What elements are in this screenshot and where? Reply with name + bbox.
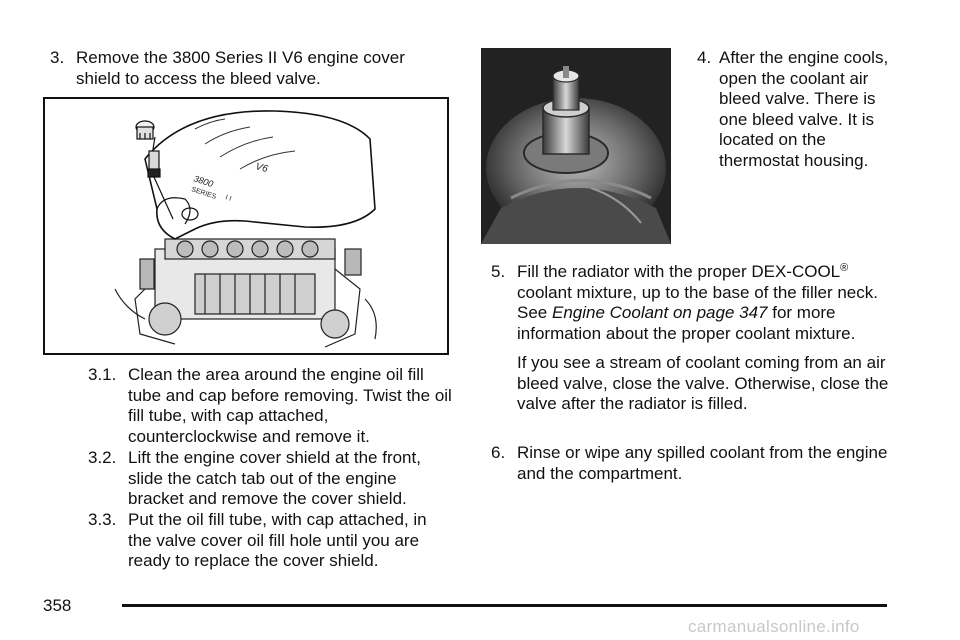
step-text: Fill the radiator with the proper DEX-COOL® coolant mixture, up to the base of the filler neck. See Engine Coolant on page 347 for more information about the proper coolant mixture. xyxy=(517,262,878,343)
page-number: 358 xyxy=(43,596,72,615)
cover-label-series: SERIES xyxy=(190,186,217,201)
footer-rule xyxy=(122,604,887,607)
cover-label-v6: V6 xyxy=(254,161,269,176)
step-6 xyxy=(491,443,891,484)
engine-cover-illustration xyxy=(43,97,449,355)
step-4 xyxy=(697,48,897,171)
registered-mark: ® xyxy=(840,262,849,274)
engine-cover-drawing xyxy=(45,99,447,353)
step-number: 6. xyxy=(491,443,506,462)
step-text: Rinse or wipe any spilled coolant from the engine and the compartment. xyxy=(517,443,888,483)
substep-3-2 xyxy=(88,448,453,510)
step-text: Remove the 3800 Series II V6 engine cover shield to access the bleed valve. xyxy=(76,48,405,88)
cross-reference-link[interactable]: Engine Coolant on page 347 xyxy=(551,303,768,322)
cover-label-3800: 3800 xyxy=(192,173,215,190)
bleed-valve-photo xyxy=(481,48,671,244)
substep-3-1 xyxy=(88,365,453,447)
substep-number: 3.2. xyxy=(88,448,117,467)
substep-text: Clean the area around the engine oil fill tube and cap before removing. Twist the oil fill tube, with cap attached, counterclockwise and remove it. xyxy=(128,365,452,446)
substep-number: 3.3. xyxy=(88,510,117,529)
watermark: carmanualsonline.info xyxy=(688,617,860,636)
cover-label-ii: I I xyxy=(224,194,233,203)
step-5 xyxy=(491,262,891,415)
step-note: If you see a stream of coolant coming from an air bleed valve, close the valve. Otherwise, close the valve after the radiator is filled. xyxy=(517,353,889,413)
step-3 xyxy=(50,48,450,89)
step-number: 5. xyxy=(491,262,506,281)
step-number: 4. xyxy=(697,48,712,67)
step-text: After the engine cools, open the coolant air bleed valve. There is one bleed valve. It is located on the thermostat housing. xyxy=(719,48,889,170)
bleed-valve-image xyxy=(481,48,671,244)
step-number: 3. xyxy=(50,48,65,67)
substep-3-3 xyxy=(88,510,453,572)
substep-number: 3.1. xyxy=(88,365,117,384)
substep-text: Put the oil fill tube, with cap attached, in the valve cover oil fill hole until you are ready to replace the cover shield. xyxy=(128,510,427,570)
substep-text: Lift the engine cover shield at the front, slide the catch tab out of the engine bracket and remove the cover shield. xyxy=(128,448,421,508)
